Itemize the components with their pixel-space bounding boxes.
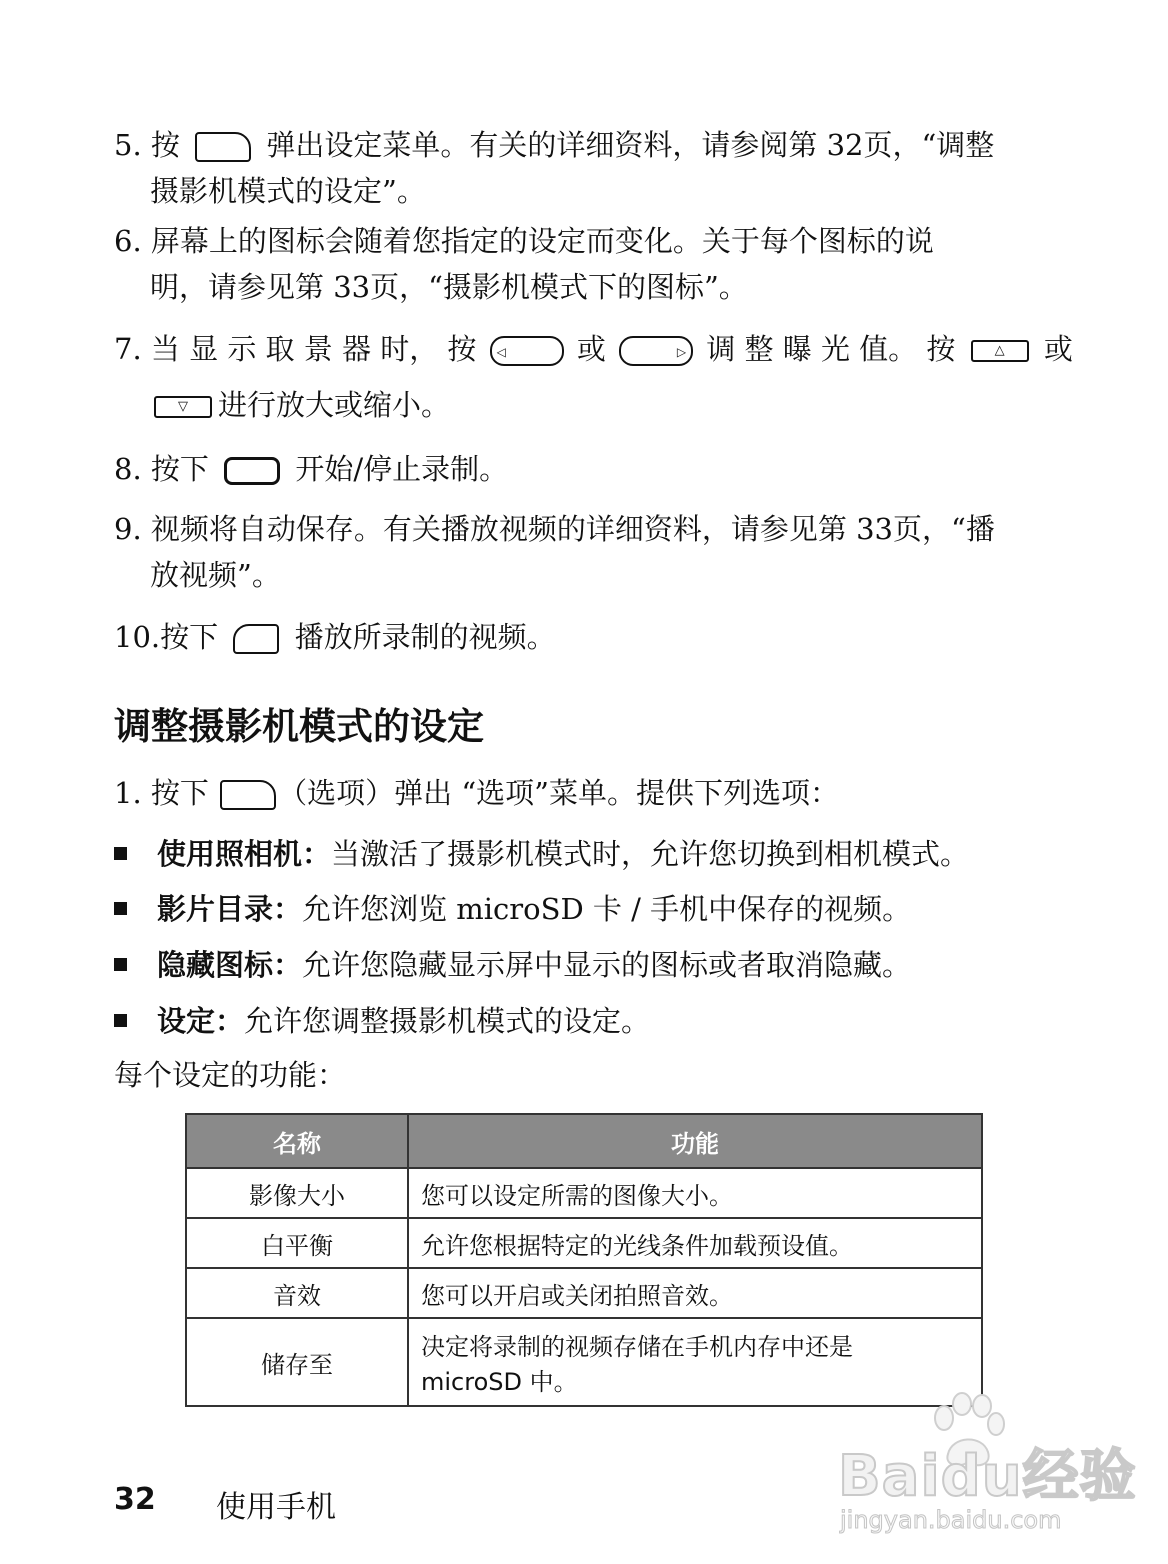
step-number: 10. bbox=[114, 620, 161, 654]
right-softkey-icon bbox=[233, 624, 279, 654]
nav-down-icon: ▽ bbox=[154, 396, 212, 418]
step-text: 按下 bbox=[150, 776, 209, 810]
section-title: 调整摄影机模式的设定 bbox=[114, 705, 484, 748]
left-softkey-icon bbox=[220, 780, 276, 810]
step-9 bbox=[114, 506, 995, 552]
bullet-term: 使用照相机： bbox=[157, 837, 332, 871]
nav-right-icon: ▷ bbox=[619, 336, 693, 366]
step-text: 调 整 曝 光 值。 按 bbox=[706, 332, 956, 366]
setting-function: 您可以设定所需的图像大小。 bbox=[408, 1168, 982, 1218]
option-step bbox=[114, 770, 839, 816]
step-text: 屏幕上的图标会随着您指定的设定而变化。关于每个图标的说 bbox=[150, 224, 934, 258]
bullet-desc: 允许您调整摄影机模式的设定。 bbox=[244, 1004, 651, 1038]
watermark bbox=[838, 1392, 1138, 1552]
setting-function-line: microSD 中。 bbox=[421, 1368, 578, 1396]
bullet-square-icon bbox=[114, 958, 127, 971]
step-text: 按 bbox=[150, 128, 180, 162]
step-text: 弹出设定菜单。有关的详细资料，请参阅第 32页，“调整 bbox=[266, 128, 995, 162]
header-function: 功能 bbox=[408, 1114, 982, 1168]
step-10 bbox=[114, 614, 556, 660]
bullet-square-icon bbox=[114, 902, 127, 915]
left-softkey-icon bbox=[195, 132, 251, 162]
setting-name: 白平衡 bbox=[186, 1218, 408, 1268]
step-number: 5. bbox=[114, 128, 142, 162]
setting-function: 您可以开启或关闭拍照音效。 bbox=[408, 1268, 982, 1318]
table-intro: 每个设定的功能： bbox=[114, 1058, 347, 1092]
bullet-desc: 当激活了摄影机模式时，允许您切换到相机模式。 bbox=[331, 837, 970, 871]
bullet-term: 设定： bbox=[157, 1004, 245, 1038]
settings-table bbox=[185, 1113, 983, 1407]
bullet-square-icon bbox=[114, 847, 127, 860]
step-5 bbox=[114, 122, 994, 168]
step-number: 7. bbox=[114, 332, 142, 366]
header-name: 名称 bbox=[186, 1114, 408, 1168]
step-8 bbox=[114, 446, 508, 492]
step-7-continuation bbox=[150, 382, 450, 428]
bullet-item bbox=[114, 942, 911, 988]
step-number: 1. bbox=[114, 776, 142, 810]
setting-function: 允许您根据特定的光线条件加载预设值。 bbox=[408, 1218, 982, 1268]
step-text: 开始/停止录制。 bbox=[295, 452, 509, 486]
bullet-desc: 允许您浏览 microSD 卡 / 手机中保存的视频。 bbox=[302, 892, 912, 926]
bullet-term: 隐藏图标： bbox=[157, 948, 303, 982]
step-text: 或 bbox=[576, 332, 606, 366]
bullet-term: 影片目录： bbox=[157, 892, 303, 926]
setting-name: 音效 bbox=[186, 1268, 408, 1318]
step-6 bbox=[114, 218, 934, 264]
ok-key-icon bbox=[224, 457, 280, 485]
table-header-row bbox=[186, 1114, 982, 1168]
step-text: 按下 bbox=[160, 620, 219, 654]
table-row bbox=[186, 1168, 982, 1218]
watermark-logo: Baidu经验 bbox=[838, 1444, 1137, 1509]
bullet-item bbox=[114, 998, 650, 1044]
step-text: 进行放大或缩小。 bbox=[218, 388, 451, 422]
watermark-url: jingyan.baidu.com bbox=[840, 1506, 1062, 1534]
step-number: 6. bbox=[114, 224, 142, 258]
step-7 bbox=[114, 326, 1073, 372]
setting-function-line: 决定将录制的视频存储在手机内存中还是 bbox=[421, 1333, 853, 1361]
step-text: 或 bbox=[1043, 332, 1073, 366]
bullet-square-icon bbox=[114, 1014, 127, 1027]
page-number: 32 bbox=[114, 1482, 156, 1517]
step-text: 视频将自动保存。有关播放视频的详细资料，请参见第 33页，“播 bbox=[150, 512, 995, 546]
step-text: 按下 bbox=[150, 452, 209, 486]
step-number: 8. bbox=[114, 452, 142, 486]
table-row bbox=[186, 1218, 982, 1268]
setting-name: 储存至 bbox=[186, 1318, 408, 1406]
nav-left-icon: ◁ bbox=[490, 336, 564, 366]
bullet-desc: 允许您隐藏显示屏中显示的图标或者取消隐藏。 bbox=[302, 948, 912, 982]
bullet-item bbox=[114, 886, 911, 932]
nav-up-icon: △ bbox=[971, 340, 1029, 362]
step-text: 当 显 示 取 景 器 时， 按 bbox=[150, 332, 477, 366]
table-row bbox=[186, 1268, 982, 1318]
step-text: 播放所录制的视频。 bbox=[294, 620, 556, 654]
setting-name: 影像大小 bbox=[186, 1168, 408, 1218]
bullet-item bbox=[114, 831, 969, 877]
step-number: 9. bbox=[114, 512, 142, 546]
footer-section: 使用手机 bbox=[216, 1490, 336, 1525]
step-5-continuation: 摄影机模式的设定”。 bbox=[150, 174, 426, 208]
step-text: （选项）弹出 “选项”菜单。提供下列选项： bbox=[278, 776, 839, 810]
step-6-continuation: 明，请参见第 33页，“摄影机模式下的图标”。 bbox=[150, 270, 748, 304]
step-9-continuation: 放视频”。 bbox=[150, 558, 281, 592]
